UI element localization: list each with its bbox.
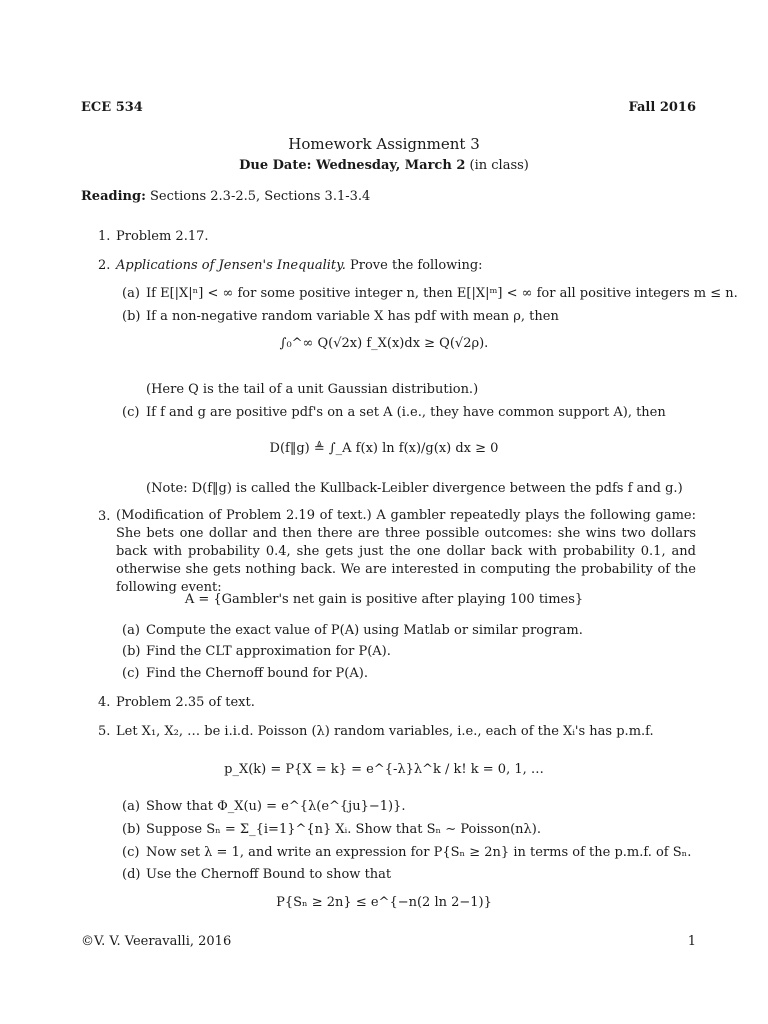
course-code: ECE 534 xyxy=(81,100,143,115)
problem-2c-note: (Note: D(f‖g) is called the Kullback-Leibler divergence between the pdfs f and g.) xyxy=(146,481,683,496)
problem-3a-label: (a) xyxy=(122,623,140,638)
problem-4-number: 4. xyxy=(98,695,111,710)
problem-2-intro: Prove the following: xyxy=(350,258,483,273)
problem-1-text: Problem 2.17. xyxy=(116,229,209,244)
problem-2a-label: (a) xyxy=(122,286,140,301)
problem-5-text: Let X₁, X₂, … be i.i.d. Poisson (λ) random variables, i.e., each of the Xᵢ's has p.m.f. xyxy=(116,724,654,739)
problem-2-heading xyxy=(116,258,483,275)
problem-3-event: A = {Gambler's net gain is positive after playing 100 times} xyxy=(184,592,584,607)
problem-5a-label: (a) xyxy=(122,799,140,814)
problem-2b-label: (b) xyxy=(122,309,141,324)
page-title: Homework Assignment 3 xyxy=(288,135,480,153)
problem-5a-text: Show that Φ_X(u) = e^{λ(e^{ju}−1)}. xyxy=(146,799,406,814)
copyright: ©V. V. Veeravalli, 2016 xyxy=(81,934,232,949)
problem-2-title: Applications of Jensen's Inequality. xyxy=(116,258,346,273)
problem-2b-equation: ∫₀^∞ Q(√2x) f_X(x)dx ≥ Q(√2ρ). xyxy=(279,336,489,351)
due-date-note: (in class) xyxy=(469,158,529,173)
problem-1-number: 1. xyxy=(98,229,111,244)
page-number: 1 xyxy=(687,934,696,949)
reading-text: Sections 2.3-2.5, Sections 3.1-3.4 xyxy=(150,189,371,204)
problem-5d-equation: P{Sₙ ≥ 2n} ≤ e^{−n(2 ln 2−1)} xyxy=(276,895,492,910)
problem-5d-label: (d) xyxy=(122,867,141,882)
problem-5-number: 5. xyxy=(98,724,111,739)
problem-4-text: Problem 2.35 of text. xyxy=(116,695,255,710)
problem-5-pmf-equation: p_X(k) = P{X = k} = e^{-λ}λ^k / k! k = 0, 1, … xyxy=(224,762,544,777)
problem-3-number: 3. xyxy=(98,509,111,524)
problem-3b-text: Find the CLT approximation for P(A). xyxy=(146,644,391,659)
problem-2b-note: (Here Q is the tail of a unit Gaussian distribution.) xyxy=(146,382,479,397)
problem-5d-text: Use the Chernoff Bound to show that xyxy=(146,867,392,882)
problem-3b-label: (b) xyxy=(122,644,141,659)
due-date-label: Due Date: Wednesday, March 2 xyxy=(239,158,466,173)
problem-5c-text: Now set λ = 1, and write an expression for P{Sₙ ≥ 2n} in terms of the p.m.f. of Sₙ. xyxy=(146,845,692,860)
problem-2b-text: If a non-negative random variable X has pdf with mean ρ, then xyxy=(146,309,559,324)
problem-2c-text: If f and g are positive pdf's on a set A (i.e., they have common support A), then xyxy=(146,405,666,420)
problem-5b-text: Suppose Sₙ = Σ_{i=1}^{n} Xᵢ. Show that Sₙ ∼ Poisson(nλ). xyxy=(146,822,541,837)
problem-2-number: 2. xyxy=(98,258,111,273)
problem-3c-label: (c) xyxy=(122,666,140,681)
problem-3c-text: Find the Chernoff bound for P(A). xyxy=(146,666,368,681)
due-date xyxy=(0,158,768,175)
reading xyxy=(81,189,370,206)
problem-5c-label: (c) xyxy=(122,845,140,860)
problem-2c-label: (c) xyxy=(122,405,140,420)
problem-2a-text: If E[|X|ⁿ] < ∞ for some positive integer n, then E[|X|ᵐ] < ∞ for all positive integers m ≤ n. xyxy=(146,286,738,301)
reading-label: Reading: xyxy=(81,189,146,204)
problem-2c-equation: D(f‖g) ≜ ∫_A f(x) ln f(x)/g(x) dx ≥ 0 xyxy=(269,441,499,456)
problem-3-text: (Modification of Problem 2.19 of text.) A gambler repeatedly plays the following game: She bets one dollar and then there are three possible outcomes: she wins two dollars back with probability 0.4, she gets just the one dollar back with probability 0.1, and otherwise she gets nothing back. We are interested in computing the probability of the following event: xyxy=(116,508,696,595)
term: Fall 2016 xyxy=(628,100,696,115)
problem-3a-text: Compute the exact value of P(A) using Matlab or similar program. xyxy=(146,623,583,638)
problem-5b-label: (b) xyxy=(122,822,141,837)
